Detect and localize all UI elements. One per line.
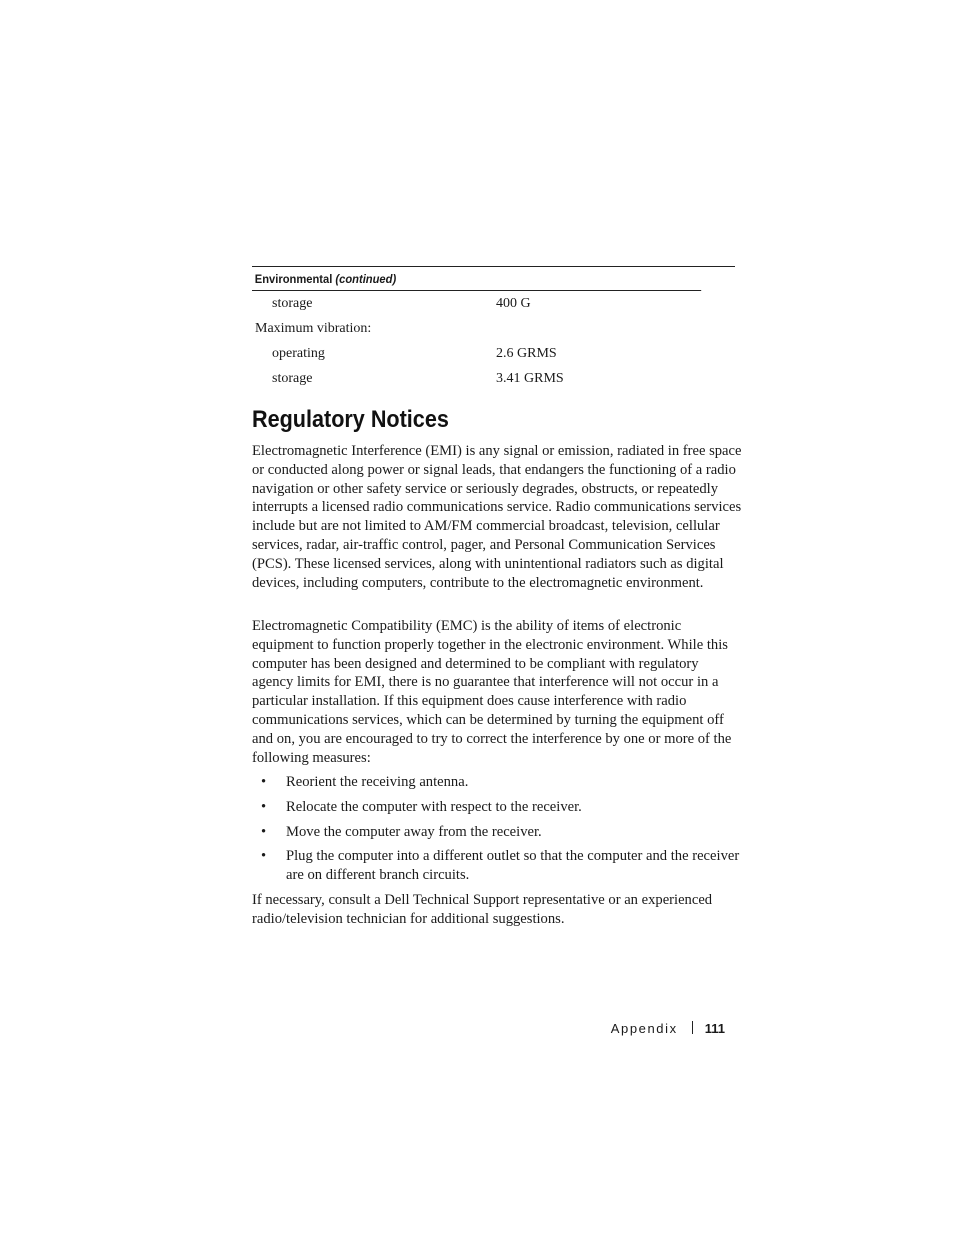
list-item: [252, 773, 742, 792]
list-item-text: Reorient the receiving antenna.: [286, 774, 469, 790]
page-number: 111: [704, 1021, 725, 1036]
spec-table-header: [252, 267, 701, 291]
bullet-marker: •: [261, 823, 267, 840]
list-item: [252, 847, 742, 885]
emc-paragraph: Electromagnetic Compatibility (EMC) is the ability of items of electronic equipment to function properly together in the electronic environment. While this computer has been designed and determined to be compliant with regulatory agency limits for EMI, there is no guarantee that interference will not occur in a particular installation. If this equipment does cause interference with radio communications services, which can be determined by turning the equipment off and on, you are encouraged to try to correct the interference by one or more of the following measures:: [252, 618, 732, 766]
spec-row-value: 3.41 GRMS: [496, 371, 564, 386]
list-item-text: Plug the computer into a different outlet so that the computer and the receiver are on different branch circuits.: [286, 848, 740, 884]
spec-row-vibration-storage: [252, 366, 735, 391]
spec-table-continued-note: (continued): [335, 272, 397, 286]
list-item: [252, 798, 742, 817]
bullet-marker: •: [261, 848, 267, 865]
list-item: [252, 823, 742, 842]
bullet-marker: •: [261, 774, 267, 790]
spec-row-label: Maximum vibration:: [255, 321, 372, 336]
measures-list: [252, 773, 742, 891]
spec-row-max-vibration: [252, 316, 735, 341]
list-item-text: Relocate the computer with respect to the receiver.: [286, 798, 582, 815]
page-footer: [611, 1019, 725, 1039]
spec-row-value: 2.6 GRMS: [496, 346, 557, 361]
spec-row-shock-storage: [252, 291, 735, 316]
bullet-marker: •: [261, 798, 267, 815]
list-item-text: Move the computer away from the receiver.: [286, 823, 542, 840]
spec-row-vibration-operating: [252, 341, 735, 366]
spec-row-value: 400 G: [496, 296, 531, 311]
environmental-spec-table: [252, 266, 735, 391]
consult-paragraph: If necessary, consult a Dell Technical Support representative or an experienced radio/television technician for additional suggestions.: [252, 892, 713, 927]
spec-table-title: Environmental: [254, 272, 333, 286]
spec-row-label: storage: [272, 296, 313, 311]
spec-row-label: storage: [272, 371, 313, 386]
spec-row-label: operating: [272, 346, 325, 361]
emi-paragraph: Electromagnetic Interference (EMI) is any signal or emission, radiated in free space or conducted along power or signal leads, that endangers the functioning of a radio navigation or other safety service or seriously degrades, obstructs, or repeatedly interrupts a licensed radio communications service. Radio communications services include but are not limited to AM/FM commercial broadcast, television, cellular services, radar, air-traffic control, pager, and Personal Communication Services (PCS). These licensed services, along with unintentional radiators such as digital devices, including computers, contribute to the electromagnetic environment.: [252, 443, 742, 591]
section-title: Regulatory Notices: [252, 406, 449, 433]
footer-section-name: Appendix: [610, 1021, 678, 1036]
footer-separator: [692, 1021, 693, 1034]
